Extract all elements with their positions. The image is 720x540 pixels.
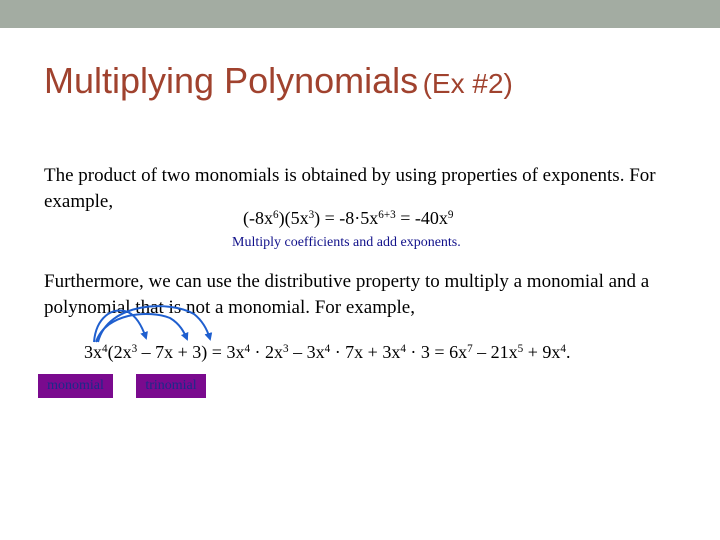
eq2-exponent: 4 [102,342,108,355]
exponent-rule-note: Multiply coefficients and add exponents. [232,235,461,250]
eq2-part: · 3 = 6x [405,342,468,362]
eq2-exponent: 4 [560,342,566,355]
eq2-exponent: 4 [400,342,406,355]
distributive-example [84,342,570,363]
eq2-part: · 7x + 3x [330,342,401,362]
distributive-paragraph: Furthermore, we can use the distributive property to multiply a monomial and a polynomial that is not a monomial. For example, [44,271,650,318]
eq2-part: 3x [84,342,102,362]
title-main: Multiplying Polynomials [44,60,419,101]
monomial-product-example [243,208,453,229]
eq1-exponent: 9 [447,208,454,221]
eq2-part: – 7x + 3) = 3x [137,342,245,362]
eq1-exponent: 6+3 [378,208,396,221]
eq2-part: – 21x [472,342,518,362]
trinomial-label: trinomial [136,374,206,398]
eq2-exponent: 5 [517,342,524,355]
eq1-exponent: 3 [308,208,315,221]
eq1-part: (-8x [243,208,273,228]
eq1-part: )(5x [278,208,309,228]
title-suffix: (Ex #2) [422,68,513,99]
eq2-exponent: 3 [283,342,289,355]
eq2-exponent: 4 [244,342,251,355]
eq1-part: = -40x [395,208,448,228]
eq2-part: + 9x [523,342,561,362]
eq1-exponent: 6 [273,208,279,221]
top-bar [0,0,720,28]
eq2-part: (2x [107,342,132,362]
intro-paragraph: The product of two monomials is obtained by using properties of exponents. For example, [44,165,656,212]
eq1-part: ) = -8·5x [314,208,379,228]
eq2-exponent: 3 [131,342,138,355]
eq2-exponent: 7 [467,342,473,355]
slide-title [44,60,513,102]
eq2-part: · 2x [250,342,284,362]
eq2-part: . [565,342,571,362]
eq2-part: – 3x [288,342,325,362]
eq2-exponent: 4 [324,342,331,355]
monomial-label: monomial [38,374,113,398]
